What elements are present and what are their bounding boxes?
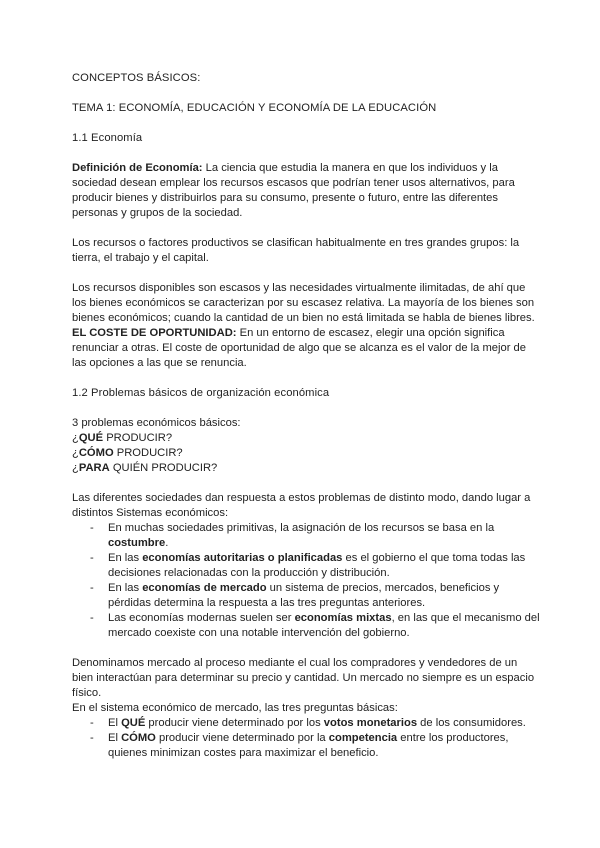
c2-bold: CÓMO	[121, 732, 156, 744]
list-item	[108, 551, 540, 581]
q2-post: PRODUCIR?	[113, 447, 183, 459]
list-item	[108, 521, 540, 551]
sistema-paragraph: En el sistema económico de mercado, las tres preguntas básicas:	[72, 702, 398, 714]
list-item	[108, 611, 540, 641]
coste-label: EL COSTE DE OPORTUNIDAD:	[72, 327, 237, 339]
coste-text: En un entorno de escasez, elegir una opción significa renunciar a otras. El coste de oportunidad de algo que se alcanza es el valor de la mejor de las opciones a las que se renuncia.	[72, 327, 526, 369]
q2-pre: ¿	[72, 447, 79, 459]
c2-bold2: competencia	[328, 732, 398, 744]
c2-mid: producir viene determinado por la	[155, 732, 329, 744]
b4-bold: economías mixtas	[294, 612, 392, 624]
b1-pre: En muchas sociedades primitivas, la asignación de los recursos se basa en la	[108, 522, 495, 534]
recursos-paragraph: Los recursos o factores productivos se clasifican habitualmente en tres grandes grupos: la tierra, el trabajo y el capital.	[72, 237, 520, 264]
section-title-problemas: 1.2 Problemas básicos de organización económica	[72, 387, 330, 399]
q3-bold: PARA	[78, 462, 110, 474]
q1-post: PRODUCIR?	[103, 432, 173, 444]
tema-title: TEMA 1: ECONOMÍA, EDUCACIÓN Y ECONOMÍA DE LA EDUCACIÓN	[72, 102, 437, 114]
list-item	[108, 716, 540, 731]
q1-bold: QUÉ	[78, 432, 104, 444]
section-title-economia: 1.1 Economía	[72, 132, 143, 144]
pregunta-como	[72, 446, 540, 461]
document-heading: CONCEPTOS BÁSICOS:	[72, 72, 201, 84]
c1-pre: El	[108, 717, 122, 729]
pregunta-que	[72, 431, 540, 446]
escasez-paragraph: Los recursos disponibles son escasos y las necesidades virtualmente ilimitadas, de ahí que los bienes económicos se caracterizan por su escasez relativa. La mayoría de los bienes son bienes económicos; cuando la cantidad de un bien no está limitada se habla de bienes libres.	[72, 282, 535, 324]
definicion-text: La ciencia que estudia la manera en que los individuos y la sociedad desean emplear los recursos escasos que podrían tener usos alternativos, para producir bienes y distribuirlos para su consumo, presente o futuro, entre las diferentes personas y grupos de la sociedad.	[72, 162, 515, 219]
sociedades-paragraph: Las diferentes sociedades dan respuesta a estos problemas de distinto modo, dando lugar a distintos Sistemas económicos:	[72, 492, 531, 519]
b2-post: es el gobierno el que toma todas las decisiones relacionadas con la producción y distribución.	[108, 552, 526, 579]
list-item	[108, 731, 540, 761]
b2-bold: economías autoritarias o planificadas	[142, 552, 343, 564]
list-item	[108, 581, 540, 611]
pregunta-para-quien	[72, 461, 540, 476]
q3-post: QUIÉN PRODUCIR?	[109, 462, 218, 474]
preguntas-mercado-list	[72, 716, 540, 761]
coste-paragraph	[72, 326, 540, 371]
b3-bold: economías de mercado	[142, 582, 267, 594]
c1-post: de los consumidores.	[417, 717, 526, 729]
definicion-label: Definición de Economía:	[72, 162, 203, 174]
b3-pre: En las	[108, 582, 143, 594]
b1-bold: costumbre	[108, 537, 166, 549]
b2-pre: En las	[108, 552, 143, 564]
definicion-paragraph	[72, 161, 540, 221]
b1-post: .	[165, 537, 169, 549]
problemas-intro: 3 problemas económicos básicos:	[72, 417, 241, 429]
sistemas-list	[72, 521, 540, 641]
c1-bold2: votos monetarios	[323, 717, 418, 729]
c2-pre: El	[108, 732, 122, 744]
q3-pre: ¿	[72, 462, 79, 474]
b3-post: un sistema de precios, mercados, beneficios y pérdidas determina la respuesta a las tres preguntas anteriores.	[108, 582, 500, 609]
q1-pre: ¿	[72, 432, 79, 444]
b4-pre: Las economías modernas suelen ser	[108, 612, 295, 624]
b4-post: , en las que el mecanismo del mercado coexiste con una notable intervención del gobierno.	[108, 612, 540, 639]
c1-bold: QUÉ	[121, 717, 146, 729]
c1-mid: producir viene determinado por los	[145, 717, 324, 729]
c2-post: entre los productores, quienes minimizan costes para maximizar el beneficio.	[108, 732, 509, 759]
q2-bold: CÓMO	[78, 447, 114, 459]
mercado-paragraph: Denominamos mercado al proceso mediante el cual los compradores y vendedores de un bien interactúan para determinar su precio y cantidad. Un mercado no siempre es un espacio físico.	[72, 657, 535, 699]
